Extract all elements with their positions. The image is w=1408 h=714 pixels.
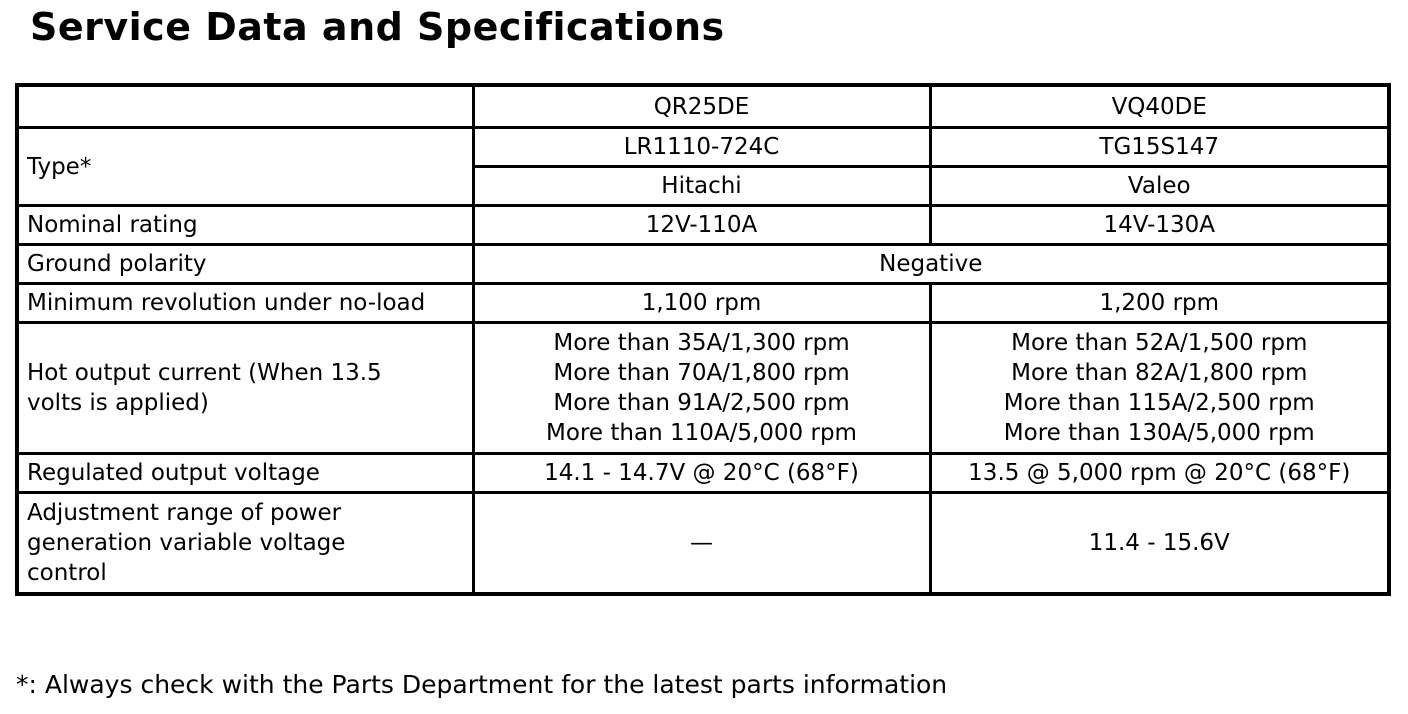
adjustment-range-label — [17, 493, 473, 595]
type-maker-vq40de: Valeo — [930, 167, 1389, 206]
adjustment-range-label-line: control — [27, 560, 107, 586]
ground-polarity-value: Negative — [473, 245, 1389, 284]
hot-output-vq40de — [930, 323, 1389, 454]
ground-polarity-label: Ground polarity — [17, 245, 473, 284]
nominal-rating-qr25de: 12V-110A — [473, 206, 930, 245]
hot-output-label-line: volts is applied) — [27, 390, 209, 416]
table-row-nominal-rating — [17, 206, 1389, 245]
min-revolution-label: Minimum revolution under no-load — [17, 284, 473, 323]
hot-output-qr25de — [473, 323, 930, 454]
hot-output-line: More than 52A/1,500 rpm — [1011, 330, 1308, 356]
hot-output-line: More than 91A/2,500 rpm — [553, 390, 850, 416]
hot-output-label-line: Hot output current (When 13.5 — [27, 360, 382, 386]
hot-output-line: More than 82A/1,800 rpm — [1011, 360, 1308, 386]
table-row-min-revolution — [17, 284, 1389, 323]
page-title: Service Data and Specifications — [30, 5, 725, 49]
adjustment-range-label-line: generation variable voltage — [27, 530, 346, 556]
table-row-type-part — [17, 128, 1389, 167]
min-revolution-qr25de: 1,100 rpm — [473, 284, 930, 323]
adjustment-range-qr25de: — — [473, 493, 930, 595]
footnote: *: Always check with the Parts Department for the latest parts information — [16, 670, 948, 699]
header-corner-cell — [17, 85, 473, 128]
table-row-regulated-voltage — [17, 454, 1389, 493]
hot-output-line: More than 130A/5,000 rpm — [1003, 420, 1315, 446]
header-vq40de: VQ40DE — [930, 85, 1389, 128]
type-maker-qr25de: Hitachi — [473, 167, 930, 206]
table-row-hot-output — [17, 323, 1389, 454]
header-qr25de: QR25DE — [473, 85, 930, 128]
adjustment-range-vq40de: 11.4 - 15.6V — [930, 493, 1389, 595]
adjustment-range-label-line: Adjustment range of power — [27, 500, 342, 526]
hot-output-label — [17, 323, 473, 454]
nominal-rating-vq40de: 14V-130A — [930, 206, 1389, 245]
regulated-voltage-qr25de: 14.1 - 14.7V @ 20°C (68°F) — [473, 454, 930, 493]
table-row-ground-polarity — [17, 245, 1389, 284]
nominal-rating-label: Nominal rating — [17, 206, 473, 245]
type-part-qr25de: LR1110-724C — [473, 128, 930, 167]
table-header-row — [17, 85, 1389, 128]
min-revolution-vq40de: 1,200 rpm — [930, 284, 1389, 323]
type-label: Type* — [17, 128, 473, 206]
regulated-voltage-label: Regulated output voltage — [17, 454, 473, 493]
spec-table — [15, 83, 1391, 596]
table-row-adjustment-range — [17, 493, 1389, 595]
regulated-voltage-vq40de: 13.5 @ 5,000 rpm @ 20°C (68°F) — [930, 454, 1389, 493]
hot-output-line: More than 110A/5,000 rpm — [546, 420, 857, 446]
type-part-vq40de: TG15S147 — [930, 128, 1389, 167]
hot-output-line: More than 70A/1,800 rpm — [553, 360, 850, 386]
hot-output-line: More than 115A/2,500 rpm — [1003, 390, 1315, 416]
hot-output-line: More than 35A/1,300 rpm — [553, 330, 850, 356]
